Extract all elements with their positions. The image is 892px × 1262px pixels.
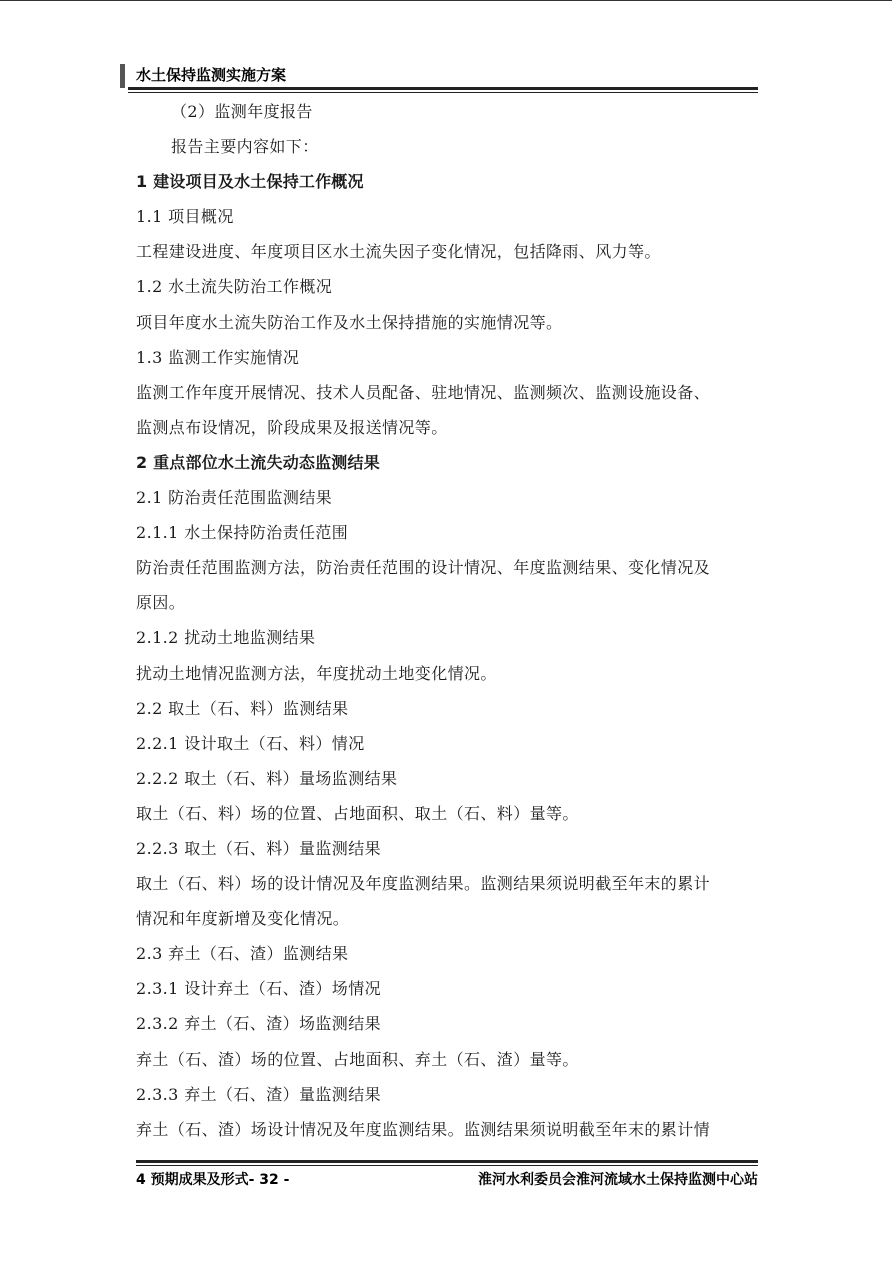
section-heading: 2 重点部位水土流失动态监测结果 [136,452,380,472]
text-line: 2.3.3 弃土（石、渣）量监测结果 [136,1084,381,1104]
text-line: 2.2.3 取土（石、料）量监测结果 [136,838,381,858]
page-header [120,62,758,92]
text-line: 1.3 监测工作实施情况 [136,347,300,367]
text-line: 监测点布设情况，阶段成果及报送情况等。 [136,417,448,437]
text-line: 1.1 项目概况 [136,207,234,227]
text-line: 监测工作年度开展情况、技术人员配备、驻地情况、监测频次、监测设施设备、 [136,382,711,402]
text-line: 2.1.2 扰动土地监测结果 [136,628,316,648]
text-line: 报告主要内容如下： [171,137,319,157]
text-line: 原因。 [136,593,186,613]
footer-rule-thick [136,1160,758,1163]
document-body [136,94,758,1147]
text-line: 2.3.1 设计弃土（石、渣）场情况 [136,979,381,999]
header-accent-bar [120,64,125,88]
footer-rule-thin [136,1165,758,1166]
page-top-border [0,0,892,1]
section-heading: 1 建设项目及水土保持工作概况 [136,172,364,192]
text-line: （2）监测年度报告 [171,102,313,121]
header-rule-thick [128,87,758,90]
text-line: 2.3.2 弃土（石、渣）场监测结果 [136,1014,381,1034]
text-line: 取土（石、料）场的位置、占地面积、取土（石、料）量等。 [136,803,579,823]
text-line: 防治责任范围监测方法，防治责任范围的设计情况、年度监测结果、变化情况及 [136,558,711,578]
text-line: 2.2 取土（石、料）监测结果 [136,698,349,718]
text-line: 工程建设进度、年度项目区水土流失因子变化情况，包括降雨、风力等。 [136,242,661,262]
header-title: 水土保持监测实施方案 [136,66,287,84]
text-line: 2.3 弃土（石、渣）监测结果 [136,944,349,964]
text-line: 2.2.2 取土（石、料）量场监测结果 [136,768,398,788]
text-line: 取土（石、料）场的设计情况及年度监测结果。监测结果须说明截至年末的累计 [136,874,711,894]
text-line: 项目年度水土流失防治工作及水土保持措施的实施情况等。 [136,312,563,332]
text-line: 2.1.1 水土保持防治责任范围 [136,523,349,543]
text-line: 情况和年度新增及变化情况。 [136,909,350,929]
text-line: 弃土（石、渣）场设计情况及年度监测结果。监测结果须说明截至年末的累计情 [136,1119,711,1139]
footer-organization: 淮河水利委员会淮河流域水土保持监测中心站 [478,1172,758,1188]
text-line: 2.1 防治责任范围监测结果 [136,488,333,508]
footer-section-page: 4 预期成果及形式- 32 - [136,1172,290,1188]
header-rule-thin [128,92,758,93]
text-line: 弃土（石、渣）场的位置、占地面积、弃土（石、渣）量等。 [136,1049,579,1069]
text-line: 2.2.1 设计取土（石、料）情况 [136,733,365,753]
text-line: 扰动土地情况监测方法，年度扰动土地变化情况。 [136,663,497,683]
text-line: 1.2 水土流失防治工作概况 [136,277,333,297]
